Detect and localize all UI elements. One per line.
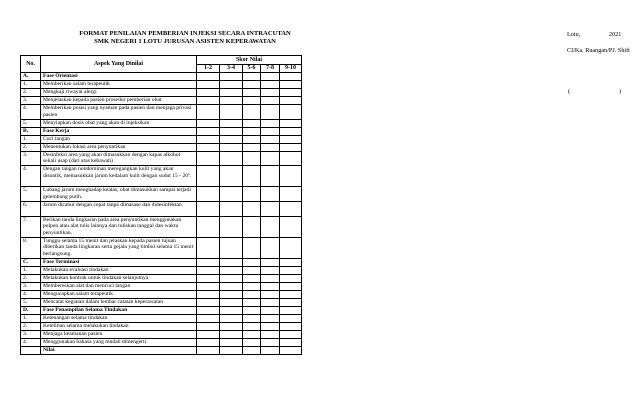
score-cell[interactable] — [243, 322, 261, 330]
row-number: 3. — [21, 151, 41, 166]
table-row — [21, 322, 302, 330]
aspect-text: Membereskan alat dan mencuci tangan — [41, 282, 197, 290]
row-number: D. — [21, 306, 41, 314]
section-row — [21, 258, 302, 266]
score-cell[interactable] — [220, 143, 243, 151]
score-cell[interactable] — [280, 135, 302, 143]
score-cell[interactable] — [197, 330, 220, 338]
section-title: Fase Kerja — [41, 127, 197, 135]
row-number: 4. — [21, 338, 41, 346]
score-cell[interactable] — [280, 282, 302, 290]
score-cell[interactable] — [197, 274, 220, 282]
aspect-text: Ketenangan selama tindakan — [41, 314, 197, 322]
score-cell[interactable] — [243, 187, 261, 202]
score-cell[interactable] — [243, 314, 261, 322]
score-cell[interactable] — [197, 237, 220, 258]
row-number: 1. — [21, 135, 41, 143]
score-cell[interactable] — [243, 201, 261, 216]
score-cell[interactable] — [261, 314, 280, 322]
score-cell[interactable] — [243, 119, 261, 127]
section-row — [21, 127, 302, 135]
row-number: 2. — [21, 89, 41, 97]
score-cell[interactable] — [197, 143, 220, 151]
score-cell[interactable] — [197, 89, 220, 97]
score-cell[interactable] — [220, 322, 243, 330]
score-cell[interactable] — [243, 282, 261, 290]
section-title: Fase Orientasi — [41, 73, 197, 81]
aspect-text: Memberikan salam terapeutik — [41, 81, 197, 89]
score-cell[interactable] — [261, 274, 280, 282]
score-cell[interactable] — [197, 135, 220, 143]
row-number: 3. — [21, 330, 41, 338]
score-cell[interactable] — [197, 119, 220, 127]
score-cell[interactable] — [197, 127, 220, 135]
score-cell[interactable] — [220, 151, 243, 166]
score-cell[interactable] — [197, 187, 220, 202]
score-cell[interactable] — [280, 97, 302, 105]
section-row — [21, 346, 302, 354]
row-number: 1. — [21, 266, 41, 274]
aspect-text: Menjelaskan kepada pasien prosedur pemberian obat — [41, 97, 197, 105]
aspect-text: Lubang jarum menghadap keatas, obat dimasukkan sampai terjadi gelembung putih. — [41, 187, 197, 202]
score-cell[interactable] — [197, 166, 220, 187]
aspect-text: Jarum dicabut dengan cepat tanpa dimasase dan didesinfektan. — [41, 201, 197, 216]
score-cell[interactable] — [280, 322, 302, 330]
score-cell[interactable] — [280, 330, 302, 338]
score-cell[interactable] — [197, 338, 220, 346]
score-cell[interactable] — [280, 81, 302, 89]
col-header-no: No. — [21, 56, 41, 73]
score-cell[interactable] — [280, 73, 302, 81]
signer-role: CI/Ka. Ruangan/PJ. Shift — [567, 47, 630, 54]
row-number: A. — [21, 73, 41, 81]
score-cell[interactable] — [261, 73, 280, 81]
score-cell[interactable] — [197, 322, 220, 330]
score-cell[interactable] — [280, 201, 302, 216]
score-cell[interactable] — [261, 290, 280, 298]
score-cell[interactable] — [220, 216, 243, 237]
table-row — [21, 298, 302, 306]
score-cell[interactable] — [280, 258, 302, 266]
score-range-header: 3-4 — [220, 65, 243, 73]
table-row — [21, 290, 302, 298]
form-title: FORMAT PENILAIAN PEMBERIAN INJEKSI SECARA INTRACUTAN — [79, 30, 291, 37]
score-cell[interactable] — [261, 237, 280, 258]
score-cell[interactable] — [280, 143, 302, 151]
score-cell[interactable] — [197, 290, 220, 298]
row-number: 5. — [21, 119, 41, 127]
score-cell[interactable] — [280, 119, 302, 127]
score-cell[interactable] — [261, 282, 280, 290]
aspect-text: Berikan tanda lingkaran pada area penyuntikan menggunakan pulpen atau alat tulis lainnya dan tuliskan tanggal dan waktu penyuntikan. — [41, 216, 197, 237]
score-cell[interactable] — [243, 97, 261, 105]
score-cell[interactable] — [220, 105, 243, 120]
score-cell[interactable] — [280, 237, 302, 258]
signature-paren-close: ) — [619, 88, 622, 95]
score-cell[interactable] — [261, 216, 280, 237]
score-cell[interactable] — [261, 306, 280, 314]
aspect-text: Cuci tangan — [41, 135, 197, 143]
score-cell[interactable] — [243, 330, 261, 338]
score-cell[interactable] — [197, 314, 220, 322]
score-cell[interactable] — [220, 290, 243, 298]
score-cell[interactable] — [261, 298, 280, 306]
table-row — [21, 338, 302, 346]
table-row — [21, 266, 302, 274]
score-cell[interactable] — [280, 290, 302, 298]
row-number: 4. — [21, 105, 41, 120]
assessment-table — [20, 55, 302, 355]
col-header-aspect: Aspek Yang Dinilai — [41, 56, 197, 73]
section-row — [21, 306, 302, 314]
section-title: Fase Terminasi — [41, 258, 197, 266]
row-number: 7. — [21, 216, 41, 237]
school-subtitle: SMK NEGERI 1 LOTU JURUSAN ASISTEN KEPERAWATAN — [94, 38, 276, 45]
score-cell[interactable] — [243, 143, 261, 151]
score-cell[interactable] — [261, 258, 280, 266]
table-row — [21, 105, 302, 120]
score-cell[interactable] — [220, 346, 243, 354]
score-cell[interactable] — [197, 346, 220, 354]
row-number — [21, 346, 41, 354]
score-cell[interactable] — [261, 97, 280, 105]
score-cell[interactable] — [220, 314, 243, 322]
score-cell[interactable] — [243, 105, 261, 120]
row-number: 5. — [21, 187, 41, 202]
section-title: Nilai — [41, 346, 197, 354]
aspect-text: Memberikan posisi yang nyaman pada pasien dan menjaga privasi pasien — [41, 105, 197, 120]
score-cell[interactable] — [243, 73, 261, 81]
score-cell[interactable] — [220, 237, 243, 258]
score-cell[interactable] — [243, 306, 261, 314]
table-row — [21, 97, 302, 105]
score-cell[interactable] — [220, 258, 243, 266]
score-cell[interactable] — [220, 298, 243, 306]
year-label: 2021 — [609, 31, 622, 38]
row-number: 2. — [21, 274, 41, 282]
score-cell[interactable] — [220, 187, 243, 202]
score-cell[interactable] — [261, 330, 280, 338]
score-cell[interactable] — [261, 201, 280, 216]
aspect-text: Mengucapkan salam terapeutik — [41, 290, 197, 298]
table-row — [21, 237, 302, 258]
score-cell[interactable] — [197, 258, 220, 266]
table-row — [21, 216, 302, 237]
row-number: 6. — [21, 201, 41, 216]
aspect-text: Dengan tangan nondominan meregangkan kulit yang akan disuntik, memasukkan jarum kedalam kulit dengan sudut 15 - 20º. — [41, 166, 197, 187]
score-cell[interactable] — [261, 119, 280, 127]
row-number: 3. — [21, 282, 41, 290]
aspect-text: Menjaga keamanan pasien — [41, 330, 197, 338]
score-cell[interactable] — [261, 266, 280, 274]
score-cell[interactable] — [243, 237, 261, 258]
score-cell[interactable] — [280, 187, 302, 202]
score-cell[interactable] — [243, 216, 261, 237]
score-cell[interactable] — [280, 314, 302, 322]
score-cell[interactable] — [220, 166, 243, 187]
score-cell[interactable] — [197, 306, 220, 314]
aspect-text: Mencatat kegiatan dalam lembar catatan keperawatan — [41, 298, 197, 306]
score-cell[interactable] — [220, 266, 243, 274]
row-number: 4. — [21, 290, 41, 298]
score-cell[interactable] — [243, 346, 261, 354]
score-cell[interactable] — [197, 216, 220, 237]
score-cell[interactable] — [280, 306, 302, 314]
score-cell[interactable] — [280, 105, 302, 120]
row-number: 1. — [21, 314, 41, 322]
row-number: C. — [21, 258, 41, 266]
score-cell[interactable] — [243, 290, 261, 298]
score-range-header: 1-2 — [197, 65, 220, 73]
row-number: 2. — [21, 322, 41, 330]
score-cell[interactable] — [197, 97, 220, 105]
table-row — [21, 135, 302, 143]
score-cell[interactable] — [197, 298, 220, 306]
table-row — [21, 330, 302, 338]
score-cell[interactable] — [261, 187, 280, 202]
score-cell[interactable] — [261, 346, 280, 354]
score-range-header: 7-8 — [261, 65, 280, 73]
row-number: 1. — [21, 81, 41, 89]
score-cell[interactable] — [261, 166, 280, 187]
aspect-text: Menentukan lokasi area penyuntikan — [41, 143, 197, 151]
score-cell[interactable] — [220, 73, 243, 81]
signature-paren-open: ( — [568, 88, 571, 95]
score-cell[interactable] — [280, 266, 302, 274]
aspect-text: Desinfeksi area yang akan dimasukkan dengan kapas alkohol sekali usap (dari atas kebawah) — [41, 151, 197, 166]
score-cell[interactable] — [243, 258, 261, 266]
score-cell[interactable] — [197, 282, 220, 290]
score-cell[interactable] — [220, 201, 243, 216]
row-number: B. — [21, 127, 41, 135]
score-cell[interactable] — [220, 282, 243, 290]
table-row — [21, 143, 302, 151]
place-label: Lotu, — [567, 31, 581, 38]
section-row — [21, 73, 302, 81]
score-cell[interactable] — [220, 274, 243, 282]
row-number: 8. — [21, 237, 41, 258]
table-row — [21, 89, 302, 97]
table-row — [21, 151, 302, 166]
score-cell[interactable] — [243, 338, 261, 346]
score-cell[interactable] — [261, 338, 280, 346]
score-cell[interactable] — [220, 89, 243, 97]
score-range-header: 9-10 — [280, 65, 302, 73]
score-cell[interactable] — [261, 143, 280, 151]
col-header-score: Skor Nilai — [197, 56, 302, 65]
aspect-text: Melakukan kontrak untuk tindakan selanjutnya — [41, 274, 197, 282]
score-cell[interactable] — [220, 81, 243, 89]
score-cell[interactable] — [197, 266, 220, 274]
score-cell[interactable] — [220, 338, 243, 346]
table-row — [21, 166, 302, 187]
table-row — [21, 314, 302, 322]
score-cell[interactable] — [261, 151, 280, 166]
score-cell[interactable] — [280, 127, 302, 135]
score-cell[interactable] — [243, 89, 261, 97]
score-cell[interactable] — [261, 105, 280, 120]
score-cell[interactable] — [243, 274, 261, 282]
score-cell[interactable] — [243, 151, 261, 166]
row-number: 4. — [21, 166, 41, 187]
score-cell[interactable] — [197, 81, 220, 89]
aspect-text: Mengkaji riwayat alergi — [41, 89, 197, 97]
score-cell[interactable] — [280, 151, 302, 166]
score-cell[interactable] — [220, 135, 243, 143]
score-range-header: 5-6 — [243, 65, 261, 73]
score-cell[interactable] — [197, 73, 220, 81]
score-cell[interactable] — [243, 298, 261, 306]
score-cell[interactable] — [280, 216, 302, 237]
table-row — [21, 274, 302, 282]
score-cell[interactable] — [243, 135, 261, 143]
aspect-text: Menggunakan bahasa yang mudah dimengerti — [41, 338, 197, 346]
row-number: 5. — [21, 298, 41, 306]
table-row — [21, 282, 302, 290]
score-cell[interactable] — [197, 201, 220, 216]
aspect-text: Melakukan evaluasi tindakan — [41, 266, 197, 274]
score-cell[interactable] — [197, 105, 220, 120]
score-cell[interactable] — [280, 89, 302, 97]
aspect-text: Tunggu selama 15 menit dan jelaskan kepada pasien tujuan diberikan tanda lingkaran serta gejala yang timbul selama 15 menit berlangsung. — [41, 237, 197, 258]
aspect-text: Menyiapkan dosis obat yang akan di injeksikan — [41, 119, 197, 127]
section-title: Fase Penampilan Selama Tindakan — [41, 306, 197, 314]
table-row — [21, 187, 302, 202]
score-cell[interactable] — [261, 81, 280, 89]
score-cell[interactable] — [243, 81, 261, 89]
score-cell[interactable] — [220, 97, 243, 105]
score-cell[interactable] — [220, 127, 243, 135]
score-cell[interactable] — [220, 330, 243, 338]
score-cell[interactable] — [220, 306, 243, 314]
score-cell[interactable] — [280, 346, 302, 354]
score-cell[interactable] — [280, 274, 302, 282]
score-cell[interactable] — [280, 298, 302, 306]
table-row — [21, 201, 302, 216]
score-cell[interactable] — [280, 338, 302, 346]
score-cell[interactable] — [261, 322, 280, 330]
score-cell[interactable] — [261, 127, 280, 135]
row-number: 2. — [21, 143, 41, 151]
score-cell[interactable] — [261, 135, 280, 143]
row-number: 3. — [21, 97, 41, 105]
score-cell[interactable] — [280, 166, 302, 187]
table-row — [21, 81, 302, 89]
score-cell[interactable] — [243, 127, 261, 135]
score-cell[interactable] — [243, 266, 261, 274]
score-cell[interactable] — [261, 89, 280, 97]
table-row — [21, 119, 302, 127]
score-cell[interactable] — [243, 166, 261, 187]
aspect-text: Ketelitian selama melakukan tindakan — [41, 322, 197, 330]
score-cell[interactable] — [197, 151, 220, 166]
score-cell[interactable] — [220, 119, 243, 127]
